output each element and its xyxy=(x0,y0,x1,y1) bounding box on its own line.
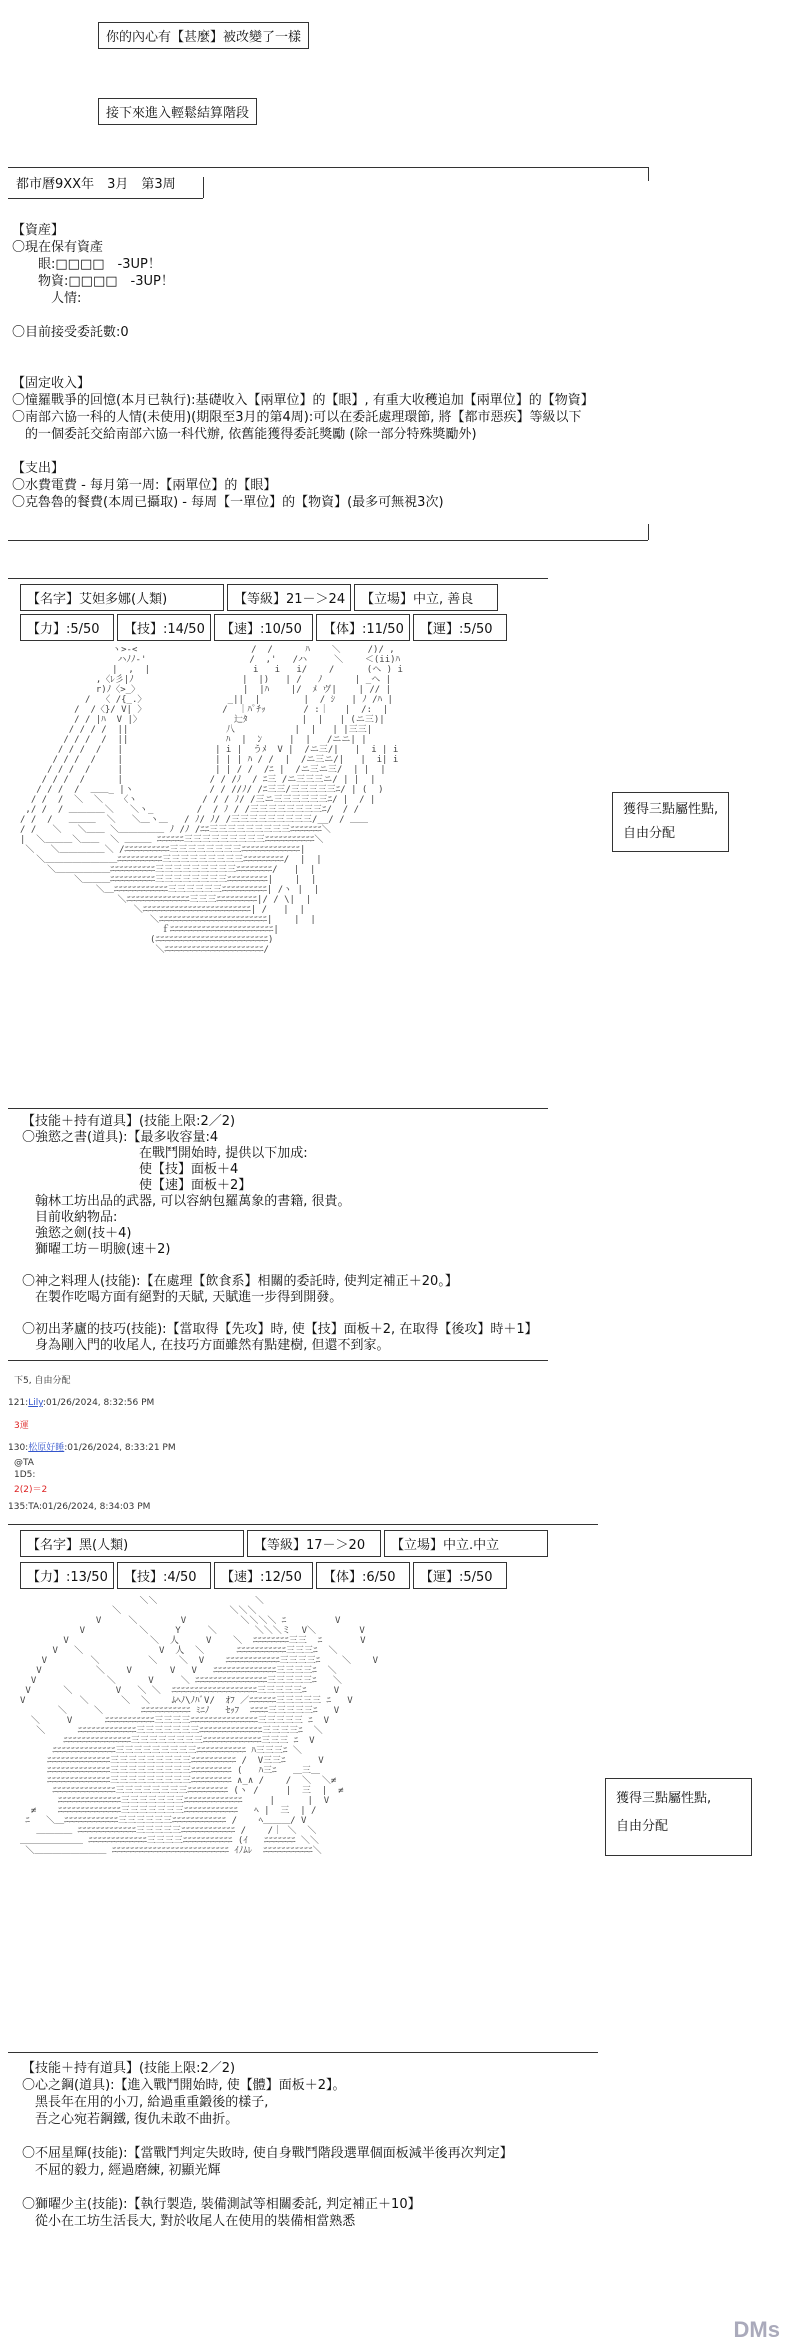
char2-bonus-box xyxy=(605,1778,752,1856)
c2skills-line: 〇不屈星輝(技能):【當戰鬥判定失敗時, 使自身戰鬥階段選單個面板減半後再次判定】 xyxy=(22,2146,513,2161)
rule-date-tick xyxy=(648,167,649,181)
char2-stats-row xyxy=(20,1562,510,1589)
char1-ascii-art: ヽ>-< / / ﾊ ＼ /)/ , ハﾉﾉ-' / ,' /ハ ＼ ＜(ii)ﾊ | , | i i i/ / (ヘ ) i ,〈ﾚ彡|ﾉ | |) | / ﾉ | _ヘ | r)ﾉ〈>_〉 | |ﾊ |/ ﾒ ヴ| | // | / 〈 /{_.〉 _|| | | / ｼ | ﾉ /ﾊ | / /〈}/ V| 〉 / ｜ﾊﾟﾁｯ / :｜ | /: | / / |ﾊ V |〉 辷ﾀ | | | (ニ三)| / / / / || 八 | | | |三三| / / / / || ﾊ | ﾝ | | /ニニ| | / / / / | | i | うﾒ V | /ニ三/| | i | i / / / / | | | | ﾊ / / | /ニ三ニ/| | i| i / / / / | | | / / /ﾆ | /ニ三ニ三/ | | | / / / / | / / /ﾉ / ﾆ三 /ニ三三三ニ/ | | | / / / / ＿＿_ |ヽ / / //ﾉ/ /ﾆ三三/三三三三三ﾆ/ | ( ) / / / ＼ ＼ 〈ヽ / / / ﾉ/ /三ニ三三三三三三ﾆ/ | / | ,/ / / ＿＿＿＿＼ ＼ヽ_ / / ﾉ / /三三三三三三三三ﾆ/ / / / / / ＿＿＿ ＼ ＼＿ヽ＿ / ﾉ/ ﾉ/ /三三三三三三三三三/__/ / ＿＿ / / ＼ ＼＿＿ ＼＿＿＿＿＿ ﾉ /ﾉ /ﾆﾆ三三三三三三三三三ﾆﾆﾆﾆﾆﾆﾆ＼ | ＼＿＿＿＼＿＿ ＼ ＿＿＿ ﾆﾆﾆﾆﾆﾆ三三三三三三三三三ﾆﾆﾆﾆﾆﾆﾆﾆﾆﾆﾆ＼ ＼ ＼＿＿＿＿＿＼ /ﾆﾆﾆﾆﾆﾆﾆﾆﾆﾆ三三三三三三三三ﾆﾆﾆﾆﾆﾆﾆﾆﾆﾆﾆﾆﾆ| ＼＿＿＿＿＿＿＿＿ﾆﾆﾆﾆﾆﾆﾆﾆﾆﾆ三三三三三三三三三ﾆﾆﾆﾆﾆﾆﾆﾆﾆ/ | | ＼＿＿＿＿＿＿ﾆﾆﾆﾆﾆﾆﾆﾆﾆﾆ三三三三三三三三三ﾆﾆﾆﾆﾆﾆﾆﾆ/ | | ＼＿＿＿ﾆﾆﾆﾆﾆﾆﾆﾆﾆﾆ三三三三三三三三ﾆﾆﾆﾆﾆﾆﾆﾆﾆ| | | ＼＿ﾆﾆﾆﾆﾆﾆﾆﾆﾆﾆﾆﾆ三三三三三三ﾆﾆﾆﾆﾆﾆﾆﾆﾆﾆ| /ヽ | | ＼ﾆﾆﾆﾆﾆﾆﾆﾆﾆﾆﾆﾆﾆﾆ三三三ﾆﾆﾆﾆﾆﾆﾆﾆﾆ|/ / \| | ＼ﾆﾆﾆﾆﾆﾆﾆﾆﾆﾆﾆﾆﾆﾆﾆﾆﾆﾆﾆﾆﾆﾆﾆﾆ| / | | ＼ﾆﾆﾆﾆﾆﾆﾆﾆﾆﾆﾆﾆﾆﾆﾆﾆﾆﾆﾆﾆﾆﾆﾆﾆ| | | ｆﾆﾆﾆﾆﾆﾆﾆﾆﾆﾆﾆﾆﾆﾆﾆﾆﾆﾆﾆﾆﾆﾆﾆ| (ﾆﾆﾆﾆﾆﾆﾆﾆﾆﾆﾆﾆﾆﾆﾆﾆﾆﾆﾆﾆﾆﾆﾆﾆﾆ) ＼ﾆﾆﾆﾆﾆﾆﾆﾆﾆﾆﾆﾆﾆﾆﾆﾆﾆﾆﾆﾆﾆﾆ/ xyxy=(20,645,403,955)
rule-date-bottom xyxy=(8,198,203,199)
assets-line: 物資:□□□□ -3UP！ xyxy=(12,274,174,289)
c2skills-line: 〇心之鋼(道具):【進入戰鬥開始時, 使【體】面板＋2】。 xyxy=(22,2078,346,2093)
post-130-number: 130: xyxy=(8,1443,29,1453)
post-130-result: 2(2)＝2 xyxy=(14,1485,48,1495)
c2skills-line: 【技能＋持有道具】(技能上限:2／2) xyxy=(22,2061,236,2076)
post-130-header xyxy=(8,1440,176,1453)
char1-bonus-line2: 自由分配 xyxy=(623,826,676,841)
char1-name: 【名字】艾妲多娜(人類) xyxy=(20,584,224,611)
post-130-time: :01/26/2024, 8:33:21 PM xyxy=(64,1443,176,1453)
c2skills-line: 不屈的毅力, 經過磨練, 初顯光輝 xyxy=(22,2163,221,2178)
rule-assets-bottom xyxy=(8,540,648,541)
char1-stats-row xyxy=(20,614,510,641)
assets-line xyxy=(12,358,594,375)
c1skills-line: 身為剛入門的收尾人, 在技巧方面雖然有點建樹, 但還不到家。 xyxy=(22,1338,390,1353)
c2skills-line: 從小在工坊生活長大, 對於收尾人在使用的裝備相當熟悉 xyxy=(22,2214,356,2229)
char2-info-row xyxy=(20,1530,551,1557)
assets-line: 【支出】 xyxy=(12,461,65,476)
assets-line: 〇現在保有資產 xyxy=(12,240,104,255)
c2skills-line: 〇獅曜少主(技能):【執行製造, 裝備測試等相關委託, 判定補正＋10】 xyxy=(22,2197,421,2212)
c2skills-line xyxy=(22,2179,513,2196)
char1-bonus-line1: 獲得三點屬性點, xyxy=(623,802,719,817)
assets-line: 人情: xyxy=(12,291,82,306)
post-121-user-link[interactable]: Lily xyxy=(28,1398,43,1408)
assets-line: 〇水費電費 - 每月第一周:【兩單位】的【眼】 xyxy=(12,478,277,493)
c1skills-line: 翰林工坊出品的武器, 可以容納包羅萬象的書籍, 很貴。 xyxy=(22,1194,351,1209)
c2stats-stat: 【体】:6/50 xyxy=(316,1562,410,1589)
rule-char1-bottom xyxy=(8,1360,548,1361)
post-121-number: 121: xyxy=(8,1398,29,1408)
assets-line: 眼:□□□□ -3UP！ xyxy=(12,257,161,272)
post-130-user-link[interactable]: 松原好睡 xyxy=(28,1443,65,1453)
assets-line xyxy=(12,443,594,460)
c2skills-line xyxy=(22,2128,513,2145)
c1skills-line: 目前收納物品: xyxy=(22,1210,118,1225)
assets-line xyxy=(12,341,594,358)
c1stats-stat: 【技】:14/50 xyxy=(117,614,211,641)
char1-bonus-box xyxy=(612,792,729,852)
c1skills-line: 強慾之劍(技＋4) xyxy=(22,1226,132,1241)
char1-stance: 【立場】中立, 善良 xyxy=(354,584,498,611)
c1skills-line: 使【速】面板＋2】 xyxy=(22,1178,252,1193)
c1skills-line: 獅曜工坊－明臉(速＋2) xyxy=(22,1242,171,1257)
assets-block xyxy=(12,222,594,511)
c2skills-line: 吾之心宛若鋼鐵, 復仇未敢不曲折。 xyxy=(22,2112,239,2127)
post-130-line2: 1D5: xyxy=(14,1470,36,1480)
post-121-body: 3運 xyxy=(14,1421,29,1431)
c1stats-stat: 【運】:5/50 xyxy=(413,614,507,641)
post-121-header xyxy=(8,1398,154,1408)
post-135-time: :01/26/2024, 8:34:03 PM xyxy=(39,1502,151,1512)
c2stats-stat: 【速】:12/50 xyxy=(214,1562,313,1589)
char2-name: 【名字】黑(人類) xyxy=(20,1530,244,1557)
rule-date-side xyxy=(203,177,204,198)
char1-info-row xyxy=(20,584,501,611)
rule-char2-top xyxy=(8,1524,598,1525)
rule-assets-tick xyxy=(648,524,649,540)
assets-line: 【固定收入】 xyxy=(12,376,91,391)
char2-ascii-art: ＼＼ ＼ ＼ ＼＼＼ V ＼ V ＼＼＼＼ ﾆ V V ＼ Y ＼ ＼＼＼ミ V＼ V V ＼ 人 V ＼ ﾆﾆﾆﾆﾆﾆﾆﾆ三三 ﾆ V V ＼ V 人 ＼ ﾆﾆﾆﾆﾆﾆﾆﾆﾆﾆﾆ三三三ﾆ ＼ V ＼ ＼ ＼ V ﾆﾆﾆﾆﾆﾆﾆﾆﾆﾆﾆﾆ三三三三ﾆ ＼ V V ＼ V V V ﾆﾆﾆﾆﾆﾆﾆﾆﾆﾆﾆﾆﾆﾆ三三三三ﾆ ＼ V ＼ V ＼ ﾆﾆﾆﾆﾆﾆﾆﾆﾆﾆﾆﾆﾆﾆﾆﾆ三三三三三ﾆ ＼ V ＼ V ＼ ＼ ﾆﾆﾆﾆﾆﾆﾆﾆﾆﾆﾆﾆﾆﾆﾆﾆﾆﾆﾆ三三三三三ﾆ V V ＼ ＼ ＼ ﾑﾍﾉ\ﾉﾊﾞV/ ｵﾌ ／ﾆﾆﾆﾆﾆﾆ三三三三三 ﾆ V ＼ ＼ ﾆﾆﾆﾆﾆﾆﾆﾆﾆﾆﾆ ﾐﾆﾉ ｾｯﾌ ﾆﾆﾆﾆ三三三三三ﾆ V ＼ V ﾆﾆﾆﾆﾆﾆﾆﾆﾆﾆﾆ三三三三ﾆﾆﾆﾆﾆﾆﾆﾆﾆﾆﾆﾆﾆﾆﾆ三三三三三 ﾆ V ＼ ﾆﾆﾆﾆﾆﾆﾆﾆﾆﾆﾆﾆﾆ三三三三三三三ﾆﾆﾆﾆﾆﾆﾆﾆﾆﾆﾆﾆﾆﾆ三三三三ﾆ ＼ ﾆﾆﾆﾆﾆﾆﾆﾆﾆﾆﾆﾆﾆﾆﾆ三三三三三三三三ﾆﾆﾆﾆﾆﾆﾆﾆﾆﾆﾆﾆﾆ三三三 ﾆ V ﾆﾆﾆﾆﾆﾆﾆﾆﾆﾆﾆﾆﾆﾆ三三三三三三三三三ﾆﾆﾆﾆﾆﾆﾆﾆﾆﾆﾆ ﾊ三三三ﾆ ＼ ﾆﾆﾆﾆﾆﾆﾆﾆﾆﾆﾆﾆﾆﾆ三三三三三三三三三ﾆﾆﾆﾆﾆﾆﾆﾆﾆﾆ / V三三ﾆ V ﾆﾆﾆﾆﾆﾆﾆﾆﾆﾆﾆﾆﾆﾆ三三三三三三三三三ﾆﾆﾆﾆﾆﾆﾆﾆﾆ ( ﾊ三ﾆ ＿三＿ ﾆﾆﾆﾆﾆﾆﾆﾆﾆﾆﾆﾆﾆﾆ三三三三三三三三三ﾆﾆﾆﾆﾆﾆﾆﾆﾆ ∧_∧ / / ＼ ＼≠ ﾆﾆﾆﾆﾆﾆﾆﾆﾆﾆﾆﾆﾆﾆ三三三三三三三三ﾆﾆﾆﾆﾆﾆﾆﾆﾆ (ヽ / | 三 | ≠ ﾆﾆﾆﾆﾆﾆﾆﾆﾆﾆﾆﾆﾆﾆ三三三三三三三ﾆﾆﾆﾆﾆﾆﾆﾆﾆﾆﾆﾆﾆ | | V ≠ ﾆﾆﾆﾆﾆﾆﾆﾆﾆﾆﾆﾆﾆﾆ三三三三三三三ﾆﾆﾆﾆﾆﾆﾆﾆﾆﾆﾆﾆ ﾍ | 三 | / ﾆ ＼＿ﾆﾆﾆﾆﾆﾆﾆﾆﾆﾆﾆﾆ三三三三三三ﾆﾆﾆﾆﾆﾆﾆﾆﾆﾆﾆﾆ / ﾍ＿＿＿/ V ＿＿＿＿ ﾆﾆﾆﾆﾆﾆﾆﾆﾆﾆﾆﾆﾆ三三三三三ﾆﾆﾆﾆﾆﾆﾆﾆﾆﾆﾆﾆ / /｜ ＼ ＼ ＿＿＿＿＿＿＿ ﾆﾆﾆﾆﾆﾆﾆﾆﾆﾆﾆﾆﾆ三三三三ﾆﾆﾆﾆﾆﾆﾆﾆﾆﾆﾆ (ｲ ﾆﾆﾆﾆﾆﾆﾆ ＼＼ ＼＿＿＿＿＿＿＿＿ ﾆﾆﾆﾆﾆﾆﾆﾆﾆﾆﾆﾆﾆﾆﾆﾆﾆﾆﾆﾆﾆﾆﾆﾆﾆﾆ ｲﾉﾑﾚ ﾆﾆﾆﾆﾆﾆﾆﾆﾆﾆﾆ＼ xyxy=(20,1596,379,1856)
char1-skills-block xyxy=(22,1114,538,1354)
post-121-time: :01/26/2024, 8:32:56 PM xyxy=(42,1398,155,1408)
assets-line: 〇目前接受委託數:0 xyxy=(12,325,129,340)
rule-char1-top xyxy=(8,578,548,579)
rule-char2-mid xyxy=(8,2052,598,2053)
c2stats-stat: 【運】:5/50 xyxy=(413,1562,507,1589)
c1skills-line xyxy=(22,1306,538,1322)
c1skills-line: 使【技】面板＋4 xyxy=(22,1162,239,1177)
assets-line: 的一個委託交給南部六協一科代辦, 依舊能獲得委託獎勵 (除一部分特殊獎勵外) xyxy=(12,427,477,442)
c1skills-line: 在製作吃喝方面有絕對的天賦, 天賦進一步得到開發。 xyxy=(22,1290,343,1305)
post-note: 下5, 自由分配 xyxy=(14,1376,71,1386)
rule-char1-mid xyxy=(8,1108,548,1109)
c1skills-line: 〇神之料理人(技能):【在處理【飲食系】相關的委託時, 使判定補正＋20。】 xyxy=(22,1274,458,1289)
c1skills-line: 〇強慾之書(道具):【最多收容量:4 xyxy=(22,1130,219,1145)
assets-line xyxy=(12,307,594,324)
assets-line: 【資産】 xyxy=(12,223,65,238)
char1-level: 【等級】21－＞24 xyxy=(227,584,351,611)
char2-level: 【等級】17－＞20 xyxy=(247,1530,381,1557)
c1skills-line: 【技能＋持有道具】(技能上限:2／2) xyxy=(22,1114,236,1129)
post-130-line1: @TA xyxy=(14,1458,34,1468)
assets-line: 〇憧羅戰爭的回憶(本月已執行):基礎收入【兩單位】的【眼】, 有重大收穫追加【兩單位】的【物資】 xyxy=(12,393,594,408)
char2-bonus-line1: 獲得三點屬性點, xyxy=(616,1791,712,1806)
c1stats-stat: 【体】:11/50 xyxy=(316,614,410,641)
date-label: 都市曆9XX年 3月 第3周 xyxy=(16,177,176,192)
assets-line: 〇克魯魯的餐費(本周已攝取) - 每周【一單位】的【物資】(最多可無視3次) xyxy=(12,495,444,510)
c1stats-stat: 【力】:5/50 xyxy=(20,614,114,641)
char2-bonus-line2: 自由分配 xyxy=(616,1819,669,1834)
site-watermark-logo: DMs xyxy=(733,2317,780,2342)
c1stats-stat: 【速】:10/50 xyxy=(214,614,313,641)
post-135-header xyxy=(8,1502,150,1512)
c2stats-stat: 【技】:4/50 xyxy=(117,1562,211,1589)
char2-stance: 【立場】中立.中立 xyxy=(384,1530,548,1557)
post-135-number: 135:TA xyxy=(8,1502,40,1512)
c1skills-line: 在戰鬥開始時, 提供以下加成: xyxy=(22,1146,308,1161)
c2stats-stat: 【力】:13/50 xyxy=(20,1562,114,1589)
rule-date-top xyxy=(8,167,648,168)
c1skills-line: 〇初出茅廬的技巧(技能):【當取得【先攻】時, 使【技】面板＋2, 在取得【後攻】時＋1】 xyxy=(22,1322,538,1337)
c2skills-line: 黑長年在用的小刀, 給過重重鍛後的樣子, xyxy=(22,2095,269,2110)
header-box-2: 接下來進入輕鬆結算階段 xyxy=(98,98,257,125)
header-box-1: 你的內心有【甚麼】被改變了一樣 xyxy=(98,22,309,49)
assets-line: 〇南部六協一科的人情(未使用)(期限至3月的第4周):可以在委託處理環節, 將【都市惡疾】等級以下 xyxy=(12,410,582,425)
char2-skills-block xyxy=(22,2060,513,2230)
c1skills-line xyxy=(22,1258,538,1274)
